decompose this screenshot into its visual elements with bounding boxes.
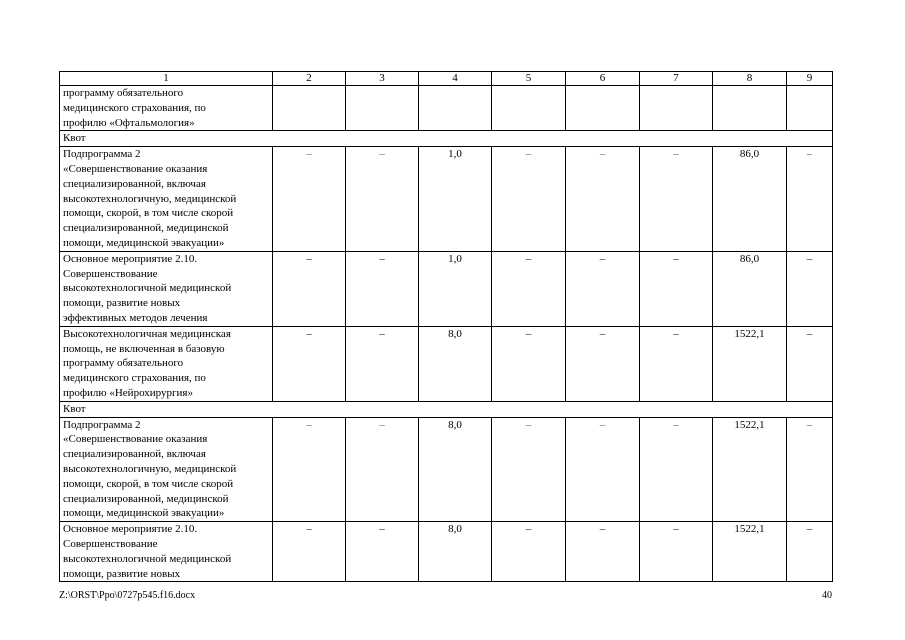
value-cell: – xyxy=(273,326,346,401)
data-table xyxy=(59,71,833,582)
header-cell: 5 xyxy=(492,72,566,86)
value-cell: – xyxy=(346,251,419,326)
value-cell: – xyxy=(787,522,833,582)
value-cell: – xyxy=(787,417,833,522)
value-cell: – xyxy=(346,326,419,401)
value-cell: – xyxy=(566,326,640,401)
value-cell: – xyxy=(492,522,566,582)
value-cell: – xyxy=(640,522,713,582)
value-cell: 8,0 xyxy=(419,326,492,401)
value-cell: – xyxy=(273,251,346,326)
value-cell: – xyxy=(346,417,419,522)
empty-cell xyxy=(419,86,492,131)
value-cell: – xyxy=(787,251,833,326)
value-cell: 1,0 xyxy=(419,147,492,252)
row-name-cell: Основное мероприятие 2.10. Совершенствование высокотехнологичной медицинской помощи, развитие новых xyxy=(60,522,273,582)
value-cell: – xyxy=(787,326,833,401)
empty-cell xyxy=(492,86,566,131)
header-cell: 8 xyxy=(713,72,787,86)
table-row xyxy=(60,326,833,401)
header-cell: 7 xyxy=(640,72,713,86)
value-cell: – xyxy=(640,326,713,401)
section-row xyxy=(60,401,833,417)
row-name-cell: Высокотехнологичная медицинская помощь, не включенная в базовую программу обязательного медицинского страхования, по профилю «Нейрохирургия» xyxy=(60,326,273,401)
table-row xyxy=(60,86,833,131)
header-cell: 3 xyxy=(346,72,419,86)
value-cell: – xyxy=(566,251,640,326)
table-row xyxy=(60,522,833,582)
value-cell: – xyxy=(640,251,713,326)
empty-cell xyxy=(787,86,833,131)
value-cell: 8,0 xyxy=(419,417,492,522)
section-row xyxy=(60,131,833,147)
header-cell: 2 xyxy=(273,72,346,86)
row-name-cell: программу обязательного медицинского страхования, по профилю «Офтальмология» xyxy=(60,86,273,131)
value-cell: – xyxy=(492,326,566,401)
value-cell: 1522,1 xyxy=(713,417,787,522)
header-cell: 6 xyxy=(566,72,640,86)
value-cell: – xyxy=(273,522,346,582)
empty-cell xyxy=(640,86,713,131)
empty-cell xyxy=(566,86,640,131)
row-name-cell: Подпрограмма 2 «Совершенствование оказания специализированной, включая высокотехнологичную, медицинской помощи, скорой, в том числе скорой специализированной, медицинской помощи, медицинской эвакуации» xyxy=(60,417,273,522)
empty-cell xyxy=(346,86,419,131)
footer-file-path: Z:\ORST\Ppo\0727p545.f16.docx xyxy=(59,590,196,601)
value-cell: – xyxy=(787,147,833,252)
value-cell: – xyxy=(640,417,713,522)
row-name-cell: Основное мероприятие 2.10. Совершенствование высокотехнологичной медицинской помощи, развитие новых эффективных методов лечения xyxy=(60,251,273,326)
header-cell: 4 xyxy=(419,72,492,86)
value-cell: – xyxy=(346,147,419,252)
value-cell: – xyxy=(492,147,566,252)
header-row xyxy=(60,72,833,86)
value-cell: – xyxy=(566,147,640,252)
value-cell: 1522,1 xyxy=(713,326,787,401)
value-cell: – xyxy=(273,147,346,252)
section-label: Квот xyxy=(60,401,833,417)
value-cell: – xyxy=(346,522,419,582)
value-cell: – xyxy=(492,417,566,522)
row-name-cell: Подпрограмма 2 «Совершенствование оказания специализированной, включая высокотехнологичную, медицинской помощи, скорой, в том числе скорой специализированной, медицинской помощи, медицинской эвакуации» xyxy=(60,147,273,252)
value-cell: 1522,1 xyxy=(713,522,787,582)
table-row xyxy=(60,251,833,326)
value-cell: – xyxy=(566,522,640,582)
table-row xyxy=(60,417,833,522)
section-label: Квот xyxy=(60,131,833,147)
empty-cell xyxy=(273,86,346,131)
table-row xyxy=(60,147,833,252)
value-cell: – xyxy=(273,417,346,522)
header-cell: 9 xyxy=(787,72,833,86)
value-cell: 8,0 xyxy=(419,522,492,582)
page-number: 40 xyxy=(822,590,832,601)
value-cell: – xyxy=(566,417,640,522)
value-cell: 86,0 xyxy=(713,147,787,252)
value-cell: – xyxy=(640,147,713,252)
value-cell: 1,0 xyxy=(419,251,492,326)
value-cell: 86,0 xyxy=(713,251,787,326)
value-cell: – xyxy=(492,251,566,326)
header-cell: 1 xyxy=(60,72,273,86)
empty-cell xyxy=(713,86,787,131)
